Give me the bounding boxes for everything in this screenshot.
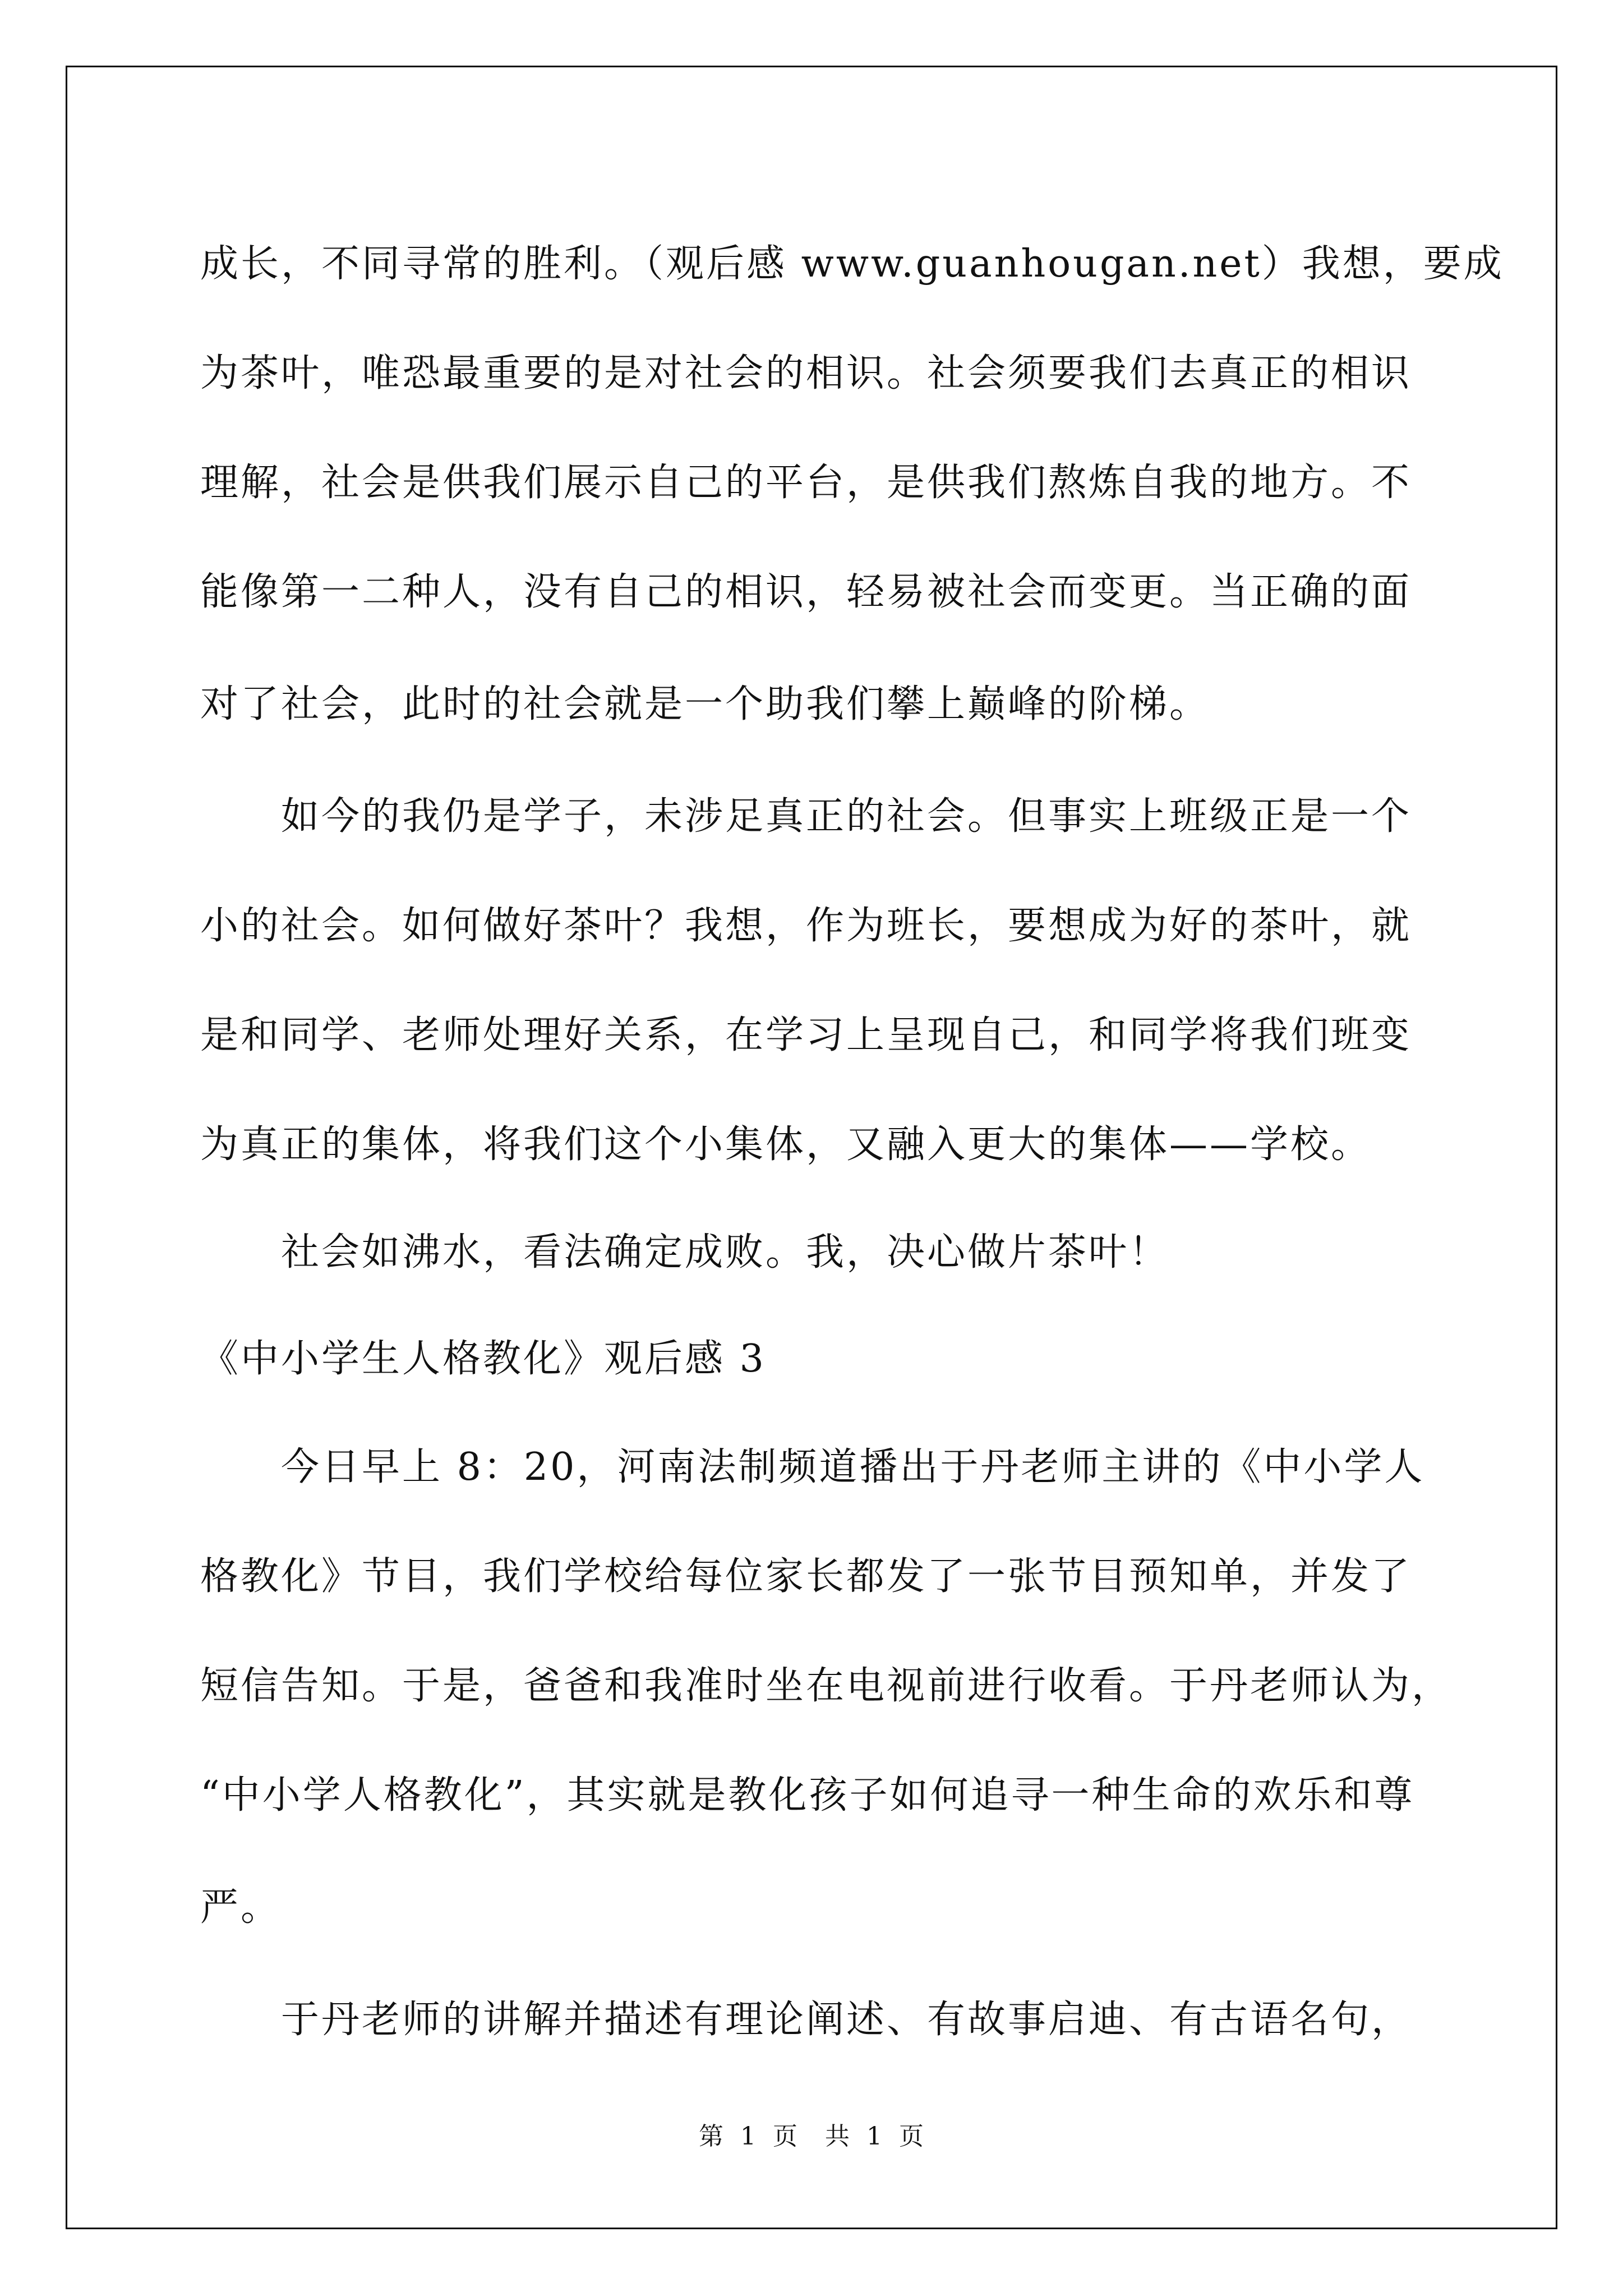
paragraph-4-line-4: “中小学人格教化”，其实就是教化孩子如何追寻一种生命的欢乐和尊: [200, 1773, 1415, 1818]
paragraph-5-line-1: 于丹老师的讲解并描述有理论阐述、有故事启迪、有古语名句，: [281, 1998, 1412, 2042]
paragraph-1-line-2: 为茶叶，唯恐最重要的是对社会的相识。社会须要我们去真正的相识: [200, 351, 1412, 395]
paragraph-4-line-3: 短信告知。于是，爸爸和我准时坐在电视前进行收看。于丹老师认为，: [200, 1664, 1453, 1708]
paragraph-2-line-3: 是和同学、老师处理好关系，在学习上呈现自己，和同学将我们班变: [200, 1013, 1412, 1057]
paragraph-3-line-1: 社会如沸水，看法确定成败。我，决心做片茶叶！: [281, 1230, 1170, 1274]
paragraph-2-line-4: 为真正的集体，将我们这个小集体，又融入更大的集体——学校。: [200, 1122, 1372, 1167]
paragraph-4-line-5: 严。: [200, 1885, 282, 1930]
page-number-total: 共 1 页: [825, 2122, 924, 2151]
section-heading: 《中小学生人格教化》观后感 3: [200, 1337, 766, 1381]
paragraph-1-line-1: 成长，不同寻常的胜利。（观后感 www.guanhougan.net）我想，要成: [200, 242, 1504, 286]
paragraph-2-line-1: 如今的我仍是学子，未涉足真正的社会。但事实上班级正是一个: [281, 794, 1412, 839]
paragraph-1-line-5: 对了社会，此时的社会就是一个助我们攀上巅峰的阶梯。: [200, 682, 1210, 726]
paragraph-1-line-4: 能像第一二种人，没有自己的相识，轻易被社会而变更。当正确的面: [200, 570, 1412, 614]
paragraph-1-line-3: 理解，社会是供我们展示自己的平台，是供我们熬炼自我的地方。不: [200, 461, 1412, 505]
page-footer: [0, 2116, 1623, 2152]
paragraph-4-line-2: 格教化》节目，我们学校给每位家长都发了一张节目预知单，并发了: [200, 1554, 1412, 1599]
paragraph-2-line-2: 小的社会。如何做好茶叶？我想，作为班长，要想成为好的茶叶，就: [200, 904, 1412, 948]
page-number-current: 第 1 页: [699, 2122, 798, 2151]
document-body: [200, 209, 1504, 2074]
paragraph-4-line-1: 今日早上 8：20，河南法制频道播出于丹老师主讲的《中小学人: [281, 1445, 1425, 1489]
